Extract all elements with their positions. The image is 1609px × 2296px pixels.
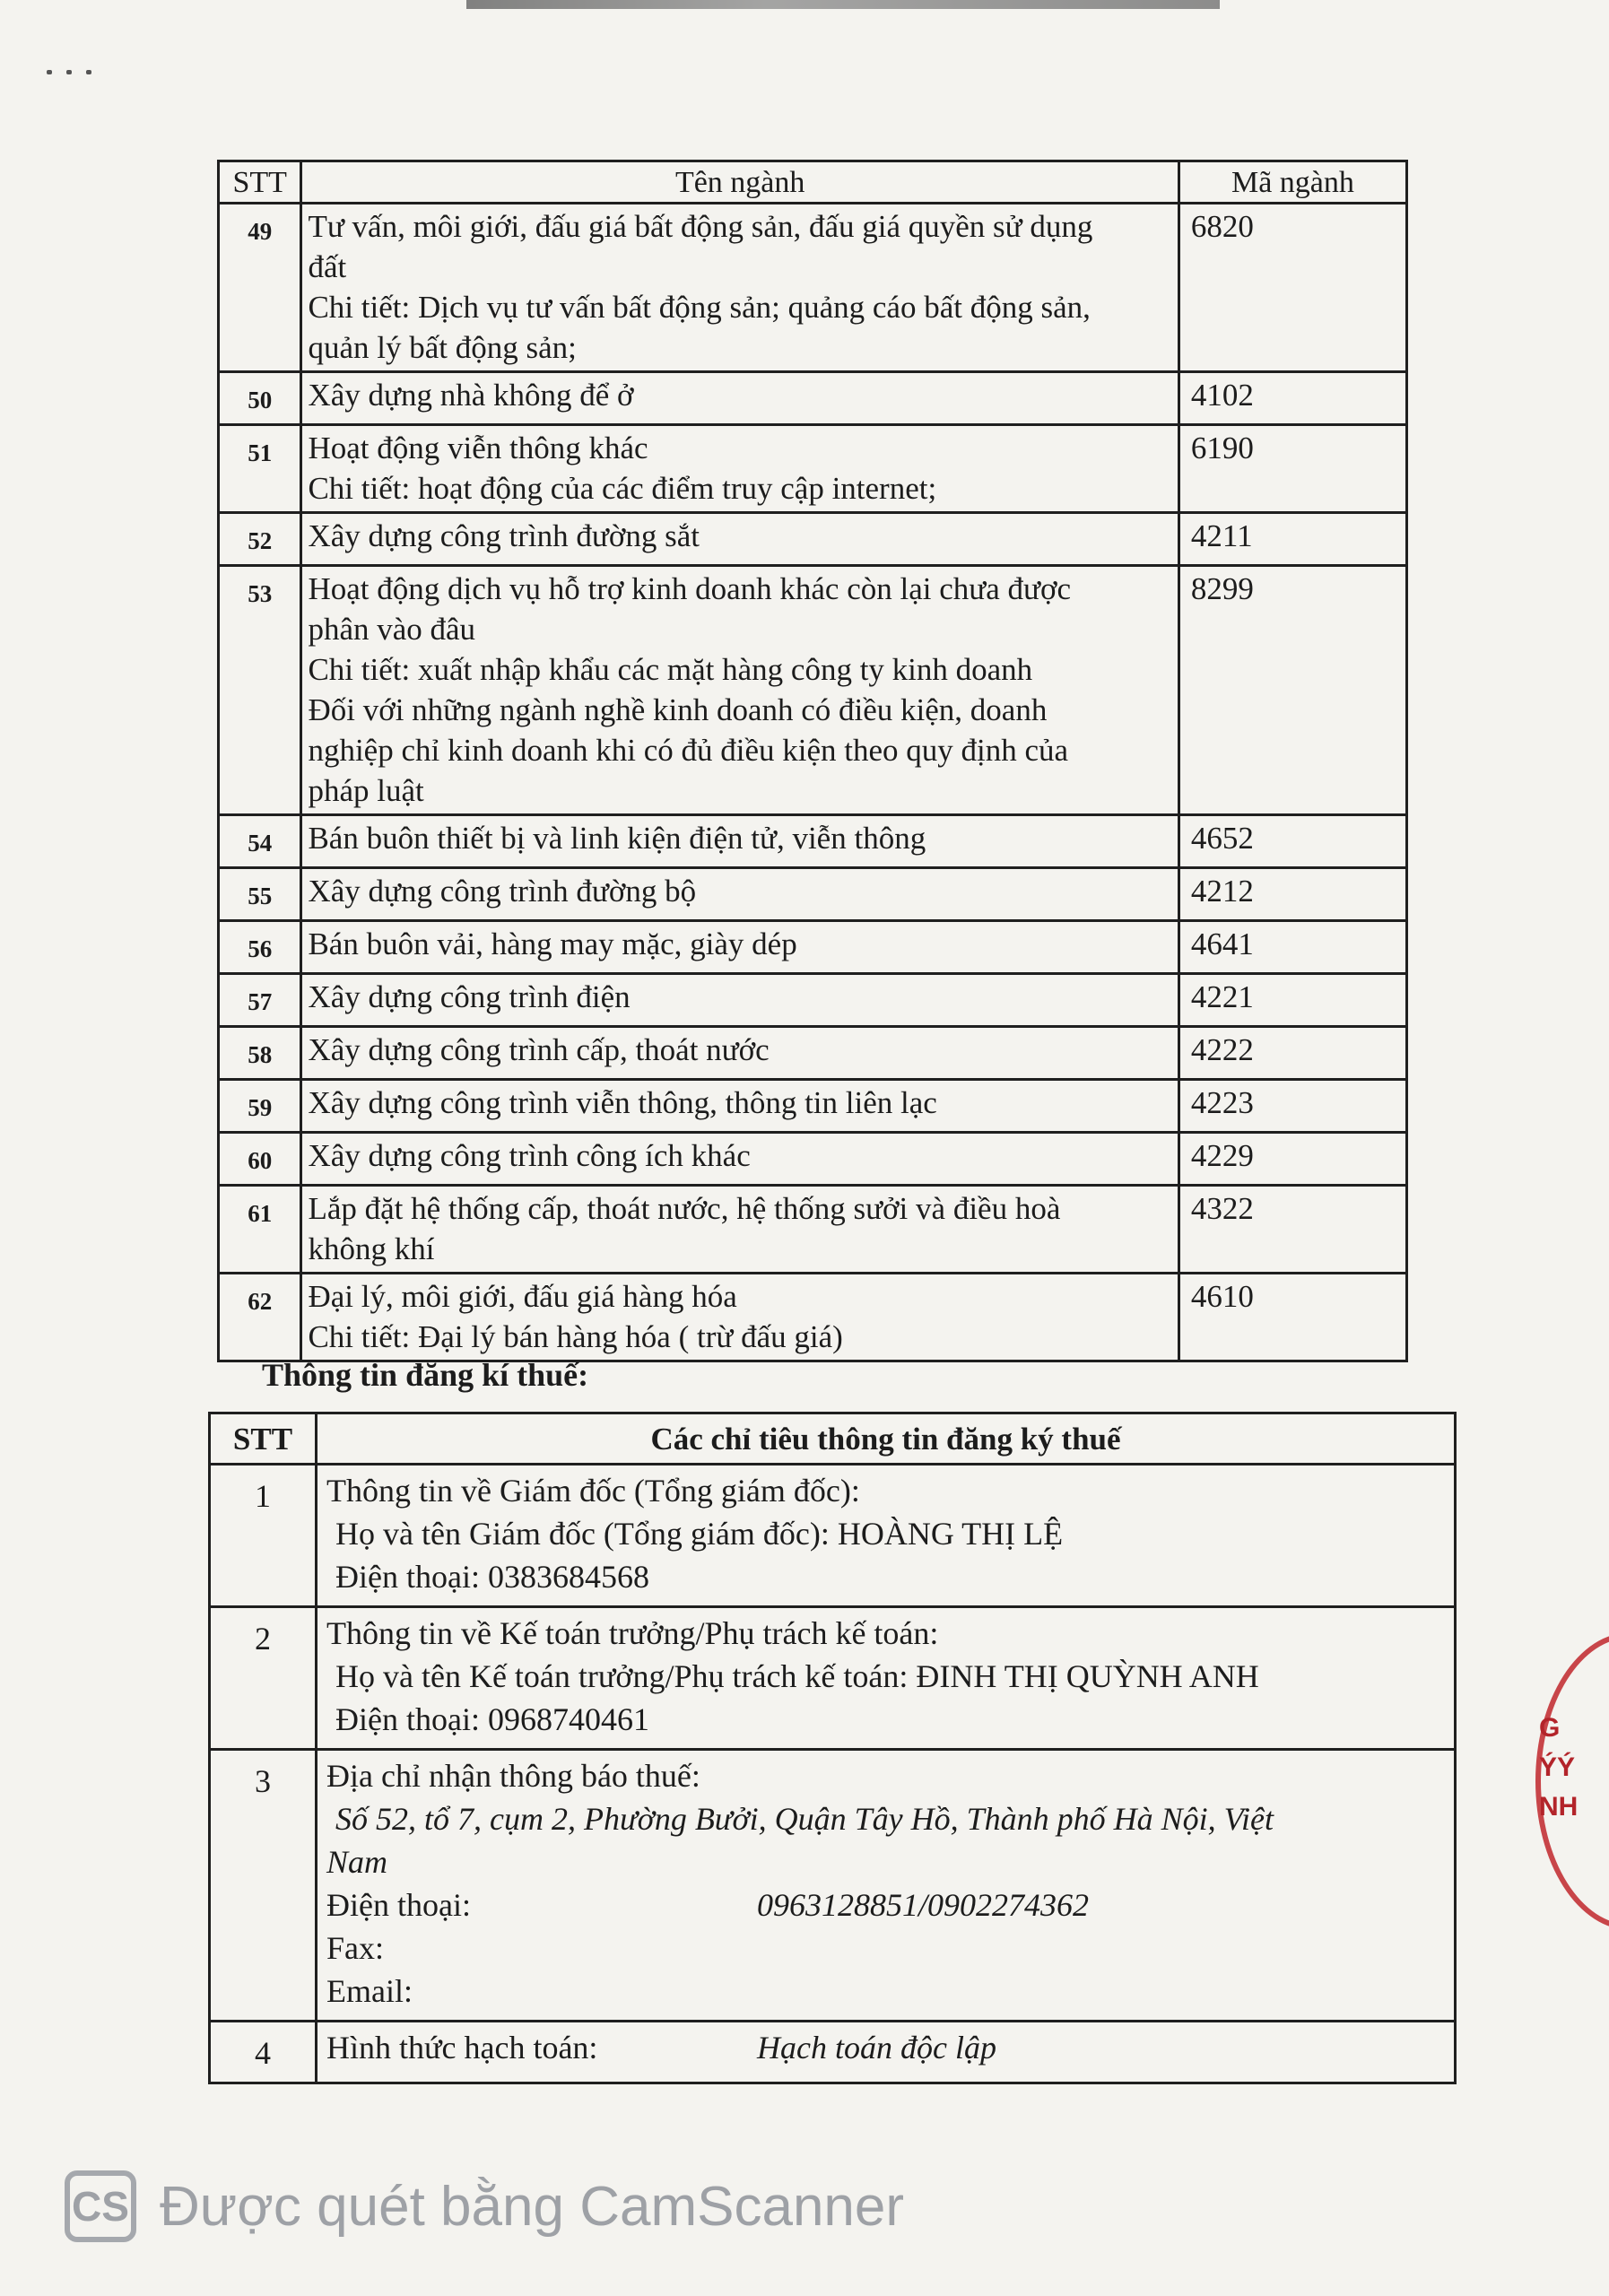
industry-stt: 61 bbox=[219, 1186, 301, 1274]
header-name: Tên ngành bbox=[301, 161, 1178, 204]
industry-name bbox=[301, 1186, 1178, 1274]
scan-specks bbox=[47, 63, 118, 68]
industry-code: 4641 bbox=[1178, 921, 1406, 974]
industry-name-line: Lắp đặt hệ thống cấp, thoát nước, hệ thống sưởi và điều hoà bbox=[308, 1191, 1061, 1226]
industry-name-line: quản lý bất động sản; bbox=[308, 330, 577, 365]
industry-name-line: Chi tiết: Đại lý bán hàng hóa ( trừ đấu giá) bbox=[308, 1319, 843, 1354]
address-line-2: Nam bbox=[326, 1844, 388, 1880]
industry-name bbox=[301, 513, 1178, 566]
industry-name bbox=[301, 921, 1178, 974]
camscanner-watermark bbox=[65, 2170, 904, 2242]
industry-name bbox=[301, 974, 1178, 1027]
tax-section-title: Thông tin đăng kí thuế: bbox=[262, 1357, 589, 1393]
director-name: Họ và tên Giám đốc (Tổng giám đốc): HOÀNG THỊ LỆ bbox=[335, 1516, 1064, 1552]
camscanner-logo-icon: CS bbox=[65, 2170, 136, 2242]
industry-stt: 59 bbox=[219, 1080, 301, 1133]
seal-line-2: ÝÝ bbox=[1539, 1752, 1576, 1782]
industry-code: 4222 bbox=[1178, 1027, 1406, 1080]
seal-line-3: NH bbox=[1539, 1792, 1579, 1822]
industry-name bbox=[301, 566, 1178, 815]
address-phone-row bbox=[326, 1883, 1445, 1926]
industry-stt: 62 bbox=[219, 1274, 301, 1361]
industry-name bbox=[301, 1274, 1178, 1361]
industry-code: 4322 bbox=[1178, 1186, 1406, 1274]
address-phone-label: Điện thoại: bbox=[326, 1887, 471, 1923]
accountant-heading: Thông tin về Kế toán trưởng/Phụ trách kế toán: bbox=[326, 1615, 939, 1651]
address-email-label: Email: bbox=[326, 1973, 413, 2009]
industry-table-body bbox=[219, 204, 1407, 1361]
industry-row bbox=[219, 1133, 1407, 1186]
industry-name-line: Chi tiết: xuất nhập khẩu các mặt hàng công ty kinh doanh bbox=[308, 652, 1033, 687]
industry-row bbox=[219, 1080, 1407, 1133]
industry-name-line: Xây dựng công trình cấp, thoát nước bbox=[308, 1032, 770, 1067]
industry-stt: 55 bbox=[219, 868, 301, 921]
industry-row bbox=[219, 1274, 1407, 1361]
tax-table-header bbox=[210, 1413, 1456, 1465]
industry-code: 4652 bbox=[1178, 815, 1406, 868]
header-stt: STT bbox=[219, 161, 301, 204]
industry-code: 6820 bbox=[1178, 204, 1406, 372]
industry-code: 4211 bbox=[1178, 513, 1406, 566]
accounting-form-label: Hình thức hạch toán: bbox=[326, 2030, 598, 2066]
director-phone: Điện thoại: 0383684568 bbox=[335, 1559, 649, 1595]
industry-stt: 53 bbox=[219, 566, 301, 815]
industry-name-line: Xây dựng công trình công ích khác bbox=[308, 1138, 751, 1173]
industry-code: 4610 bbox=[1178, 1274, 1406, 1361]
industry-code: 4229 bbox=[1178, 1133, 1406, 1186]
camscanner-text: Được quét bằng CamScanner bbox=[160, 2175, 905, 2238]
tax-row-stt: 2 bbox=[210, 1607, 317, 1750]
industry-name-line: Đại lý, môi giới, đấu giá hàng hóa bbox=[308, 1279, 737, 1314]
seal-line-1: G bbox=[1539, 1713, 1561, 1743]
tax-table bbox=[208, 1412, 1457, 2084]
industry-name-line: Bán buôn thiết bị và linh kiện điện tử, viễn thông bbox=[308, 821, 926, 856]
tax-row-accountant bbox=[210, 1607, 1456, 1750]
address-heading: Địa chỉ nhận thông báo thuế: bbox=[326, 1758, 700, 1794]
industry-name-line: pháp luật bbox=[308, 773, 424, 808]
tax-row-accounting-form bbox=[210, 2022, 1456, 2083]
industry-code: 4102 bbox=[1178, 372, 1406, 425]
accounting-form-row bbox=[326, 2026, 1445, 2069]
industry-row bbox=[219, 1027, 1407, 1080]
industry-row bbox=[219, 513, 1407, 566]
industry-name-line: Đối với những ngành nghề kinh doanh có điều kiện, doanh bbox=[308, 692, 1048, 727]
accountant-phone: Điện thoại: 0968740461 bbox=[335, 1701, 649, 1737]
industry-row bbox=[219, 921, 1407, 974]
industry-row bbox=[219, 372, 1407, 425]
industry-name bbox=[301, 1080, 1178, 1133]
industry-name-line: Hoạt động viễn thông khác bbox=[308, 430, 648, 465]
industry-stt: 49 bbox=[219, 204, 301, 372]
industry-stt: 58 bbox=[219, 1027, 301, 1080]
industry-name-line: Xây dựng công trình đường sắt bbox=[308, 518, 700, 553]
industry-row bbox=[219, 974, 1407, 1027]
industry-name-line: nghiệp chỉ kinh doanh khi có đủ điều kiện theo quy định của bbox=[308, 733, 1069, 768]
industry-name-line: Chi tiết: Dịch vụ tư vấn bất động sản; quảng cáo bất động sản, bbox=[308, 290, 1091, 325]
industry-name-line: Chi tiết: hoạt động của các điểm truy cập internet; bbox=[308, 471, 937, 506]
industry-stt: 51 bbox=[219, 425, 301, 513]
accounting-form-value: Hạch toán độc lập bbox=[757, 2030, 996, 2066]
industry-row bbox=[219, 204, 1407, 372]
tax-row-content bbox=[317, 2022, 1456, 2083]
header-code: Mã ngành bbox=[1178, 161, 1406, 204]
industry-name bbox=[301, 1133, 1178, 1186]
industry-name-line: Tư vấn, môi giới, đấu giá bất động sản, đấu giá quyền sử dụng bbox=[308, 209, 1093, 244]
industry-stt: 60 bbox=[219, 1133, 301, 1186]
industry-name bbox=[301, 1027, 1178, 1080]
industry-row bbox=[219, 815, 1407, 868]
industry-stt: 50 bbox=[219, 372, 301, 425]
industry-row bbox=[219, 425, 1407, 513]
tax-row-content bbox=[317, 1607, 1456, 1750]
industry-stt: 52 bbox=[219, 513, 301, 566]
industry-row bbox=[219, 1186, 1407, 1274]
industry-row bbox=[219, 868, 1407, 921]
address-phone-value: 0963128851/0902274362 bbox=[757, 1887, 1090, 1923]
industry-stt: 57 bbox=[219, 974, 301, 1027]
industry-name bbox=[301, 372, 1178, 425]
industry-code: 6190 bbox=[1178, 425, 1406, 513]
industry-name-line: Xây dựng công trình viễn thông, thông tin liên lạc bbox=[308, 1085, 937, 1120]
tax-row-director bbox=[210, 1465, 1456, 1607]
industry-name-line: Hoạt động dịch vụ hỗ trợ kinh doanh khác còn lại chưa được bbox=[308, 571, 1072, 606]
industry-name-line: Xây dựng công trình đường bộ bbox=[308, 874, 697, 909]
industry-name bbox=[301, 425, 1178, 513]
industry-code: 4212 bbox=[1178, 868, 1406, 921]
industry-name-line: Xây dựng nhà không để ở bbox=[308, 378, 634, 413]
industry-name bbox=[301, 204, 1178, 372]
tax-row-stt: 3 bbox=[210, 1750, 317, 2022]
industry-row bbox=[219, 566, 1407, 815]
address-line-1: Số 52, tổ 7, cụm 2, Phường Bưởi, Quận Tây Hồ, Thành phố Hà Nội, Việt bbox=[335, 1801, 1274, 1837]
industry-stt: 56 bbox=[219, 921, 301, 974]
industry-table bbox=[217, 160, 1408, 1362]
industry-name-line: đất bbox=[308, 249, 347, 284]
scan-top-edge bbox=[466, 0, 1220, 9]
address-fax-label: Fax: bbox=[326, 1930, 385, 1966]
industry-table-header bbox=[219, 161, 1407, 204]
accountant-name: Họ và tên Kế toán trưởng/Phụ trách kế toán: ĐINH THỊ QUỲNH ANH bbox=[335, 1658, 1259, 1694]
tax-header-content: Các chỉ tiêu thông tin đăng ký thuế bbox=[317, 1413, 1456, 1465]
industry-code: 8299 bbox=[1178, 566, 1406, 815]
industry-name-line: Bán buôn vải, hàng may mặc, giày dép bbox=[308, 926, 797, 961]
seal-text bbox=[1539, 1709, 1578, 1827]
tax-row-content bbox=[317, 1465, 1456, 1607]
industry-name bbox=[301, 815, 1178, 868]
tax-row-content bbox=[317, 1750, 1456, 2022]
industry-code: 4223 bbox=[1178, 1080, 1406, 1133]
industry-name-line: Xây dựng công trình điện bbox=[308, 979, 631, 1014]
industry-stt: 54 bbox=[219, 815, 301, 868]
industry-name-line: phân vào đâu bbox=[308, 612, 476, 647]
tax-row-stt: 4 bbox=[210, 2022, 317, 2083]
tax-row-stt: 1 bbox=[210, 1465, 317, 1607]
industry-name-line: không khí bbox=[308, 1231, 435, 1266]
tax-row-address bbox=[210, 1750, 1456, 2022]
tax-header-stt: STT bbox=[210, 1413, 317, 1465]
industry-code: 4221 bbox=[1178, 974, 1406, 1027]
industry-name bbox=[301, 868, 1178, 921]
director-heading: Thông tin về Giám đốc (Tổng giám đốc): bbox=[326, 1473, 860, 1509]
